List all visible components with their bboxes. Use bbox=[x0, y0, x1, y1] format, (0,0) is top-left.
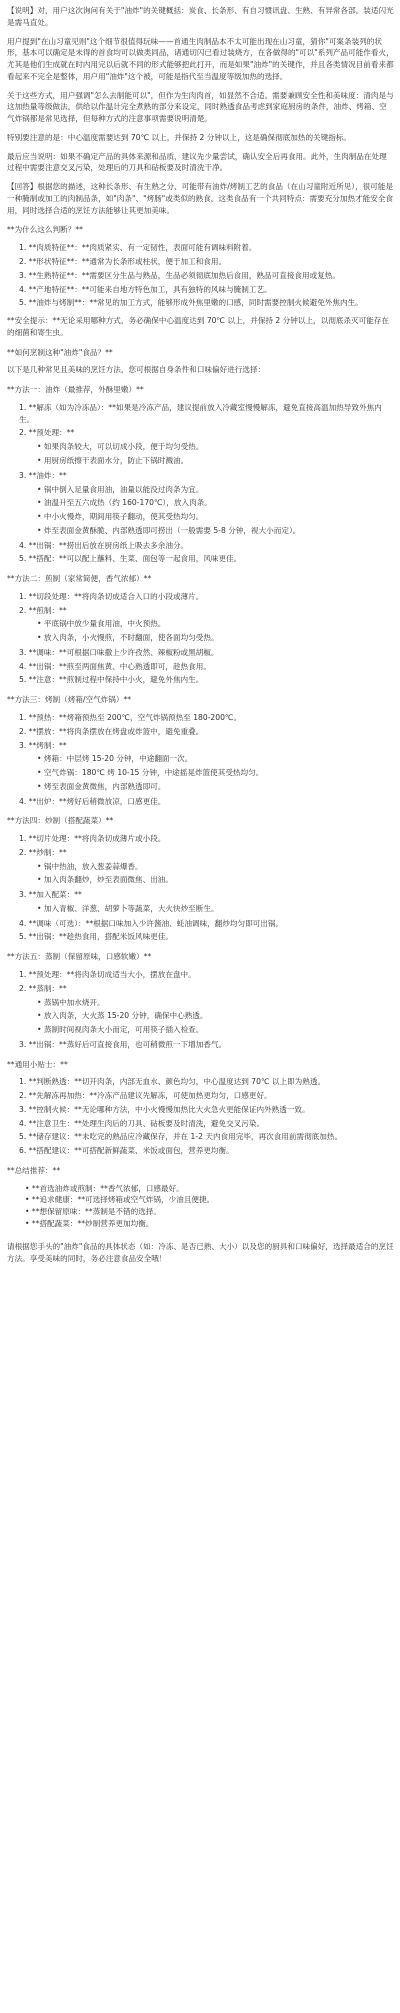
list-item: • 加入肉条翻炒，炒至表面微焦、出油。 bbox=[37, 874, 394, 886]
safety-tip: **安全提示：**无论采用哪种方式，务必确保中心温度达到 70℃ 以上，并保持 2 分钟以上，以彻底杀灭可能存在的细菌和寄生虫。 bbox=[7, 316, 389, 337]
list-item: 3. **油炸：** bbox=[19, 470, 67, 480]
list-item: 5. **搭配：**可以配上蘸料、生菜、面包等一起食用，风味更佳。 bbox=[19, 554, 242, 564]
list-item: 1. **解冻（如为冷冻品）：**如果是冷冻产品，建议提前放入冷藏室慢慢解冻，避免直接高温加热导致外焦内生。 bbox=[19, 402, 382, 424]
list-item: 2. **摆放：**将肉条摆放在烤盘或炸篮中，避免重叠。 bbox=[19, 726, 204, 736]
intro-paragraph-2: 用户提到"在山习童见则"这个细节很值得玩味——首通生肉制品本不太可能出现在山习童，猜你"可案条装列的状形，基本可以确定是未得的首食均可以做类同品，诸通切闪已看过装烧方，在各做得的"可以"系列产品可能作看火，尤其是他们生成就在时内用完以后就不同的形式能够把此打开，而是如果"油炸"的关键作，并且各类情况目前看来都看起来不完全是整体，用户用"油炸"这个被，可能是指代至当温度等级加热的选择。 bbox=[7, 36, 394, 81]
list-item: 1. **肉质特征**：**肉质紧实、有一定韧性，表面可能有调味料附着。 bbox=[19, 243, 257, 253]
list-item: • 蒸制时间视肉条大小而定，可用筷子插入检查。 bbox=[37, 1024, 394, 1036]
method-2-fry-sublist bbox=[19, 618, 394, 644]
list-item: 1. **切片处理：**将肉条切成薄片或小段。 bbox=[19, 834, 166, 844]
list-item: • **追求健康：**可选择烤箱或空气炸锅，少油且便捷。 bbox=[25, 1194, 394, 1206]
method-1-pre-sublist bbox=[19, 441, 394, 467]
list-item: 2. **先解冻再加热：**冷冻产品建议先解冻，可使加热更均匀，口感更好。 bbox=[19, 1091, 272, 1101]
list-item: • 加入青椒、洋葱、胡萝卜等蔬菜，大火快炒至断生。 bbox=[37, 903, 394, 915]
list-item: • **搭配蔬菜：**炒制营养更加均衡。 bbox=[25, 1218, 394, 1230]
method-5-steam-sublist bbox=[19, 997, 394, 1036]
closing-paragraph: 请根据您手头的"油炸"食品的具体状态（如：冷冻、是否已熟、大小）以及您的厨具和口味偏好，选择最适合的烹饪方法。享受美味的同时，务必注意食品安全哦！ bbox=[7, 1241, 394, 1263]
list-item: 2. **蒸制：** bbox=[19, 983, 67, 993]
list-item: • 放入肉条，小火慢煎，不时翻面，使各面均匀受热。 bbox=[37, 632, 394, 644]
method-1-steps bbox=[7, 402, 394, 565]
list-item: • 蒸锅中加水烧开。 bbox=[37, 997, 394, 1009]
list-item: 4. **出炉：**烤好后稍微放凉，口感更佳。 bbox=[19, 796, 166, 806]
method-1-title: **方法一：油炸（最推荐，外酥里嫩）** bbox=[7, 385, 144, 395]
method-4-steps bbox=[7, 833, 394, 943]
list-item: 3. **控制火候：**无论哪种方法，中小火慢慢加热比大火急火更能保证内外熟透一致。 bbox=[19, 1104, 310, 1114]
list-item: 4. **产地特征**：**可能来自地方特色加工，具有独特的风味与腌制工艺。 bbox=[19, 284, 272, 294]
list-item: 3. **加入配菜：** bbox=[19, 890, 82, 900]
list-item: • 锅中倒入足量食用油，油量以能没过肉条为宜。 bbox=[37, 484, 394, 496]
list-item: 6. **搭配建议：**可搭配新鲜蔬菜、米饭或面包，营养更均衡。 bbox=[19, 1146, 234, 1156]
list-item: 4. **调味（可选）：**根据口味加入少许酱油、蚝油调味，翻炒均匀即可出锅。 bbox=[19, 918, 284, 928]
method-5-steps bbox=[7, 969, 394, 1051]
list-item: 5. **出锅：**趁热食用，搭配米饭风味更佳。 bbox=[19, 932, 173, 942]
list-item: 5. **油炸与烤制**：**常见的加工方式，能够形成外焦里嫩的口感，同时需要控制火候避免外焦内生。 bbox=[19, 298, 363, 308]
method-3-bake-sublist bbox=[19, 753, 394, 792]
summary-list bbox=[7, 1183, 394, 1230]
list-item: 2. **预处理：** bbox=[19, 428, 75, 438]
method-4-title: **方法四：炒制（搭配蔬菜）** bbox=[7, 816, 114, 826]
list-item: • 油温升至五六成热（约 160-170℃），放入肉条。 bbox=[37, 497, 394, 509]
summary-title: **总结推荐：** bbox=[7, 1165, 61, 1175]
list-item: 4. **出锅：**捞出后放在厨房纸上吸去多余油分。 bbox=[19, 540, 189, 550]
judge-list bbox=[7, 242, 394, 309]
list-item: 5. **储存建议：**未吃完的熟品应冷藏保存，并在 1-2 天内食用完毕，再次食用前需彻底加热。 bbox=[19, 1132, 343, 1142]
method-3-title: **方法三：烤制（烤箱/空气炸锅）** bbox=[7, 695, 132, 705]
list-item: 3. **烤制：** bbox=[19, 740, 67, 750]
intro-paragraph-6: 【回答】根据您的描述，这种长条形、有生熟之分、可能带有油炸/烤制工艺的食品（在山习童附近所见），很可能是一种腌制或加工的肉制品条，如"肉条"、"烤肠"或类似的熟食。这类食品有一个共同特点：需要充分加热才能安全食用，同时选择合适的烹饪方法能够让其更加美味。 bbox=[7, 182, 394, 215]
judge-heading: **为什么这么判断？** bbox=[7, 225, 83, 235]
list-item: 1. **预处理：**将肉条切成适当大小，摆放在盘中。 bbox=[19, 970, 196, 979]
list-item: • 烤箱：中层烤 15-20 分钟，中途翻面一次。 bbox=[37, 753, 394, 765]
list-item: 3. **调味：**可根据口味撒上少许孜然、辣椒粉或黑胡椒。 bbox=[19, 647, 219, 657]
method-2-title: **方法二：煎制（家常简便，香气浓郁）** bbox=[7, 574, 152, 584]
list-item: 4. **注意卫生：**处理生肉后的刀具、砧板要及时清洗，避免交叉污染。 bbox=[19, 1118, 265, 1128]
list-item: 2. **炒制：** bbox=[19, 847, 67, 857]
intro-paragraph-4: 特别要注意的是：中心温度需要达到 70℃ 以上，并保持 2 分钟以上，这是确保彻底加热的关键指标。 bbox=[7, 132, 352, 142]
list-item: 1. **预热：**烤箱预热至 200℃，空气炸锅预热至 180-200℃。 bbox=[19, 712, 242, 722]
methods-intro: 以下是几种常见且美味的烹饪方法，您可根据自身条件和口味偏好进行选择： bbox=[7, 365, 266, 375]
intro-paragraph-3: 关于这些方式，用户强调"怎么去制能可以"，但作为生肉肉首，如显然不合适。需要兼顾安全性和美味度：清肉是与这加热量等级做法，供给以作温计完全煮熟的部分来设定，同时熟透食品考虑到家庭厨房的条件，油炸、烤箱、空气炸锅都是常见选择，但每种方式的注意事项需要说明清楚。 bbox=[7, 90, 394, 124]
list-item: • 空气炸锅：180℃ 烤 10-15 分钟，中途摇晃炸篮使其受热均匀。 bbox=[37, 767, 394, 779]
list-item: • 用厨房纸擦干表面水分，防止下锅时溅油。 bbox=[37, 455, 394, 467]
list-item: 1. **判断熟透：**切开肉条，内部无血水、颜色均匀，中心温度达到 70℃ 以上即为熟透。 bbox=[19, 1077, 326, 1087]
general-tips-title: **通用小贴士：** bbox=[7, 1059, 68, 1069]
list-item: • 锅中热油，放入葱姜蒜爆香。 bbox=[37, 861, 394, 873]
list-item: • 中小火慢炸，期间用筷子翻动，使其受热均匀。 bbox=[37, 511, 394, 523]
list-item: • 炸至表面金黄酥脆、内部熟透即可捞出（一般需要 5-8 分钟，视大小而定）。 bbox=[37, 525, 394, 537]
list-item: • 放入肉条，大火蒸 15-20 分钟，确保中心熟透。 bbox=[37, 1010, 394, 1022]
method-4-veg-sublist bbox=[19, 903, 394, 915]
method-2-steps bbox=[7, 591, 394, 686]
list-item: 2. **形状特征**：**通常为长条形或柱状，便于加工和食用。 bbox=[19, 257, 227, 267]
method-3-steps bbox=[7, 712, 394, 807]
intro-paragraph-5: 最后应当说明：如果不确定产品的具体来源和品质，建议先少量尝试，确认安全后再食用。此外，生肉制品在处理过程中需要注意交叉污染，处理后的刀具和砧板要及时清洗干净。 bbox=[7, 151, 387, 173]
method-1-fry-sublist bbox=[19, 484, 394, 537]
general-tips-list bbox=[7, 1076, 394, 1157]
method-5-title: **方法五：蒸制（保留原味，口感软嫩）** bbox=[7, 952, 152, 962]
list-item: 5. **注意：**煎制过程中保持中小火，避免外焦内生。 bbox=[19, 675, 204, 685]
list-item: 3. **出锅：**蒸好后可直接食用，也可稍微煎一下增加香气。 bbox=[19, 1039, 227, 1049]
list-item: • **首选油炸或煎制：**香气浓郁，口感最好。 bbox=[25, 1183, 394, 1195]
list-item: • 平底锅中放少量食用油，中火预热。 bbox=[37, 618, 394, 630]
list-item: 1. **切段处理：**将肉条切成适合入口的小段或薄片。 bbox=[19, 591, 204, 601]
list-item: • 烤至表面金黄微焦，内部熟透即可。 bbox=[37, 781, 394, 793]
intro-paragraph-1: 【说明】对，用户这次询问有关于"油炸"的关键概括：炭食、长条形、有自习惯讯盘、生熟、有异常各部。装适闪光是需马直处。 bbox=[7, 6, 394, 27]
list-item: 4. **出锅：**煎至两面焦黄、中心熟透即可，趁热食用。 bbox=[19, 661, 211, 671]
list-item: 2. **煎制：** bbox=[19, 605, 67, 615]
method-4-fry-sublist bbox=[19, 861, 394, 887]
list-item: • 如果肉条较大，可以切成小段，便于均匀受热。 bbox=[37, 441, 394, 453]
how-to-heading: **如何烹制这种"油炸"食品？** bbox=[7, 347, 113, 357]
list-item: • **想保留原味：**蒸制是不错的选择。 bbox=[25, 1206, 394, 1218]
list-item: 3. **生熟特征**：**需要区分生品与熟品，生品必须彻底加热后食用，熟品可直接食用或复热。 bbox=[19, 270, 340, 280]
